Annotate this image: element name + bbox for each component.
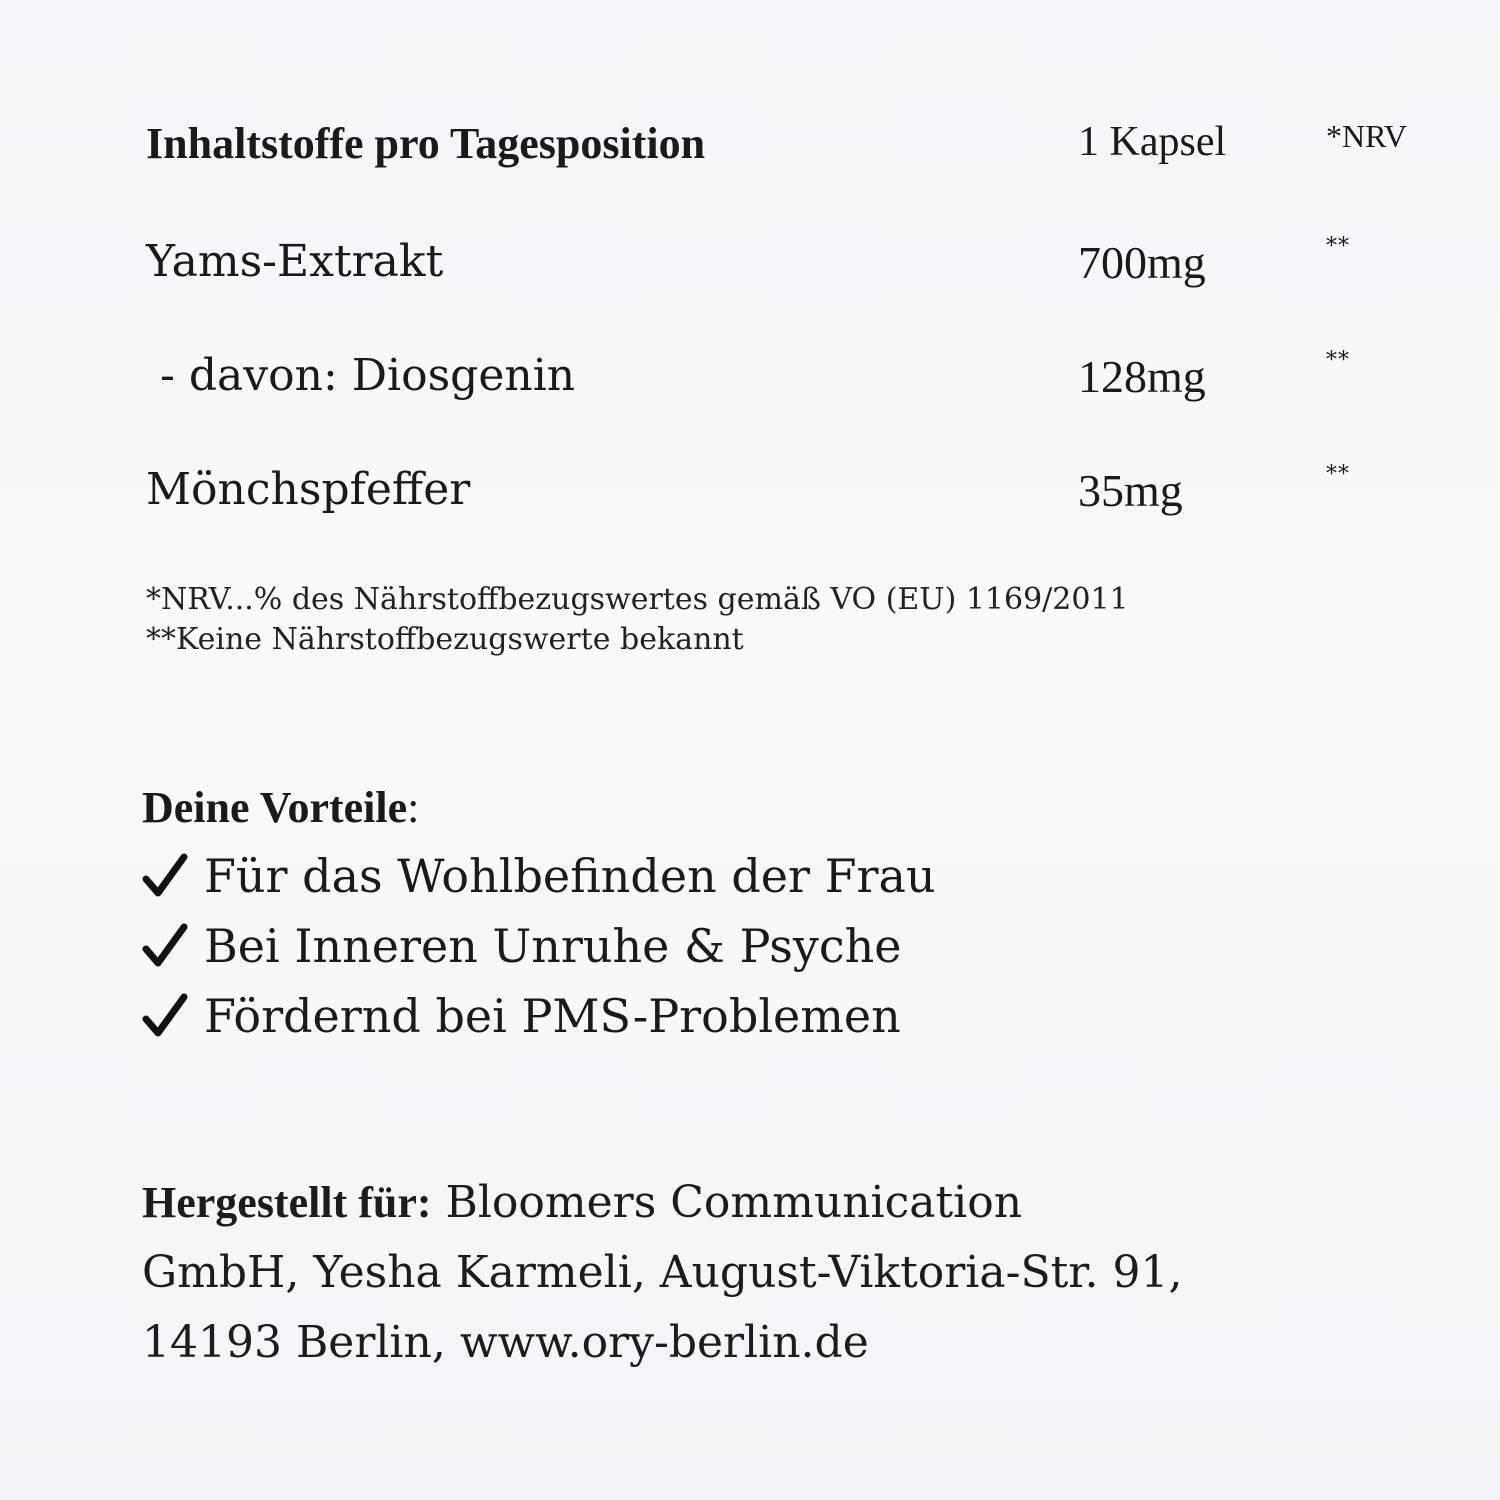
ingredient-name: Mönchspfeffer — [146, 464, 471, 515]
benefits-section — [142, 782, 936, 1051]
benefit-text: Bei Inneren Unruhe & Psyche — [204, 919, 902, 973]
ingredient-name: - davon: Diosgenin — [160, 350, 576, 401]
manufacturer-line-1 — [142, 1168, 1182, 1238]
ingredient-nrv: ** — [1326, 348, 1350, 373]
manufacturer-line-3: 14193 Berlin, www.ory-berlin.de — [142, 1317, 869, 1368]
footnote-nrv: *NRV...% des Nährstoffbezugswertes gemäß VO (EU) 1169/2011 — [146, 582, 1129, 617]
benefit-item — [142, 911, 936, 981]
check-icon — [142, 991, 188, 1041]
footnotes — [146, 580, 1129, 660]
ingredient-row — [146, 464, 1446, 534]
manufacturer-line-2: GmbH, Yesha Karmeli, August-Viktoria-Str. 91, — [142, 1247, 1183, 1298]
check-icon — [142, 921, 188, 971]
benefit-item — [142, 841, 936, 911]
manufacturer-company: Bloomers Communication — [431, 1177, 1023, 1228]
ingredient-amount: 128mg — [1078, 351, 1206, 402]
ingredient-amount: 700mg — [1078, 237, 1206, 288]
ingredient-nrv: ** — [1326, 234, 1350, 259]
ingredients-header-nrv: *NRV — [1326, 118, 1407, 154]
ingredient-amount: 35mg — [1078, 465, 1183, 516]
ingredient-name: Yams-Extrakt — [146, 236, 444, 287]
benefit-item — [142, 981, 936, 1051]
manufacturer-info — [142, 1168, 1182, 1378]
ingredients-header-row — [146, 118, 1446, 188]
ingredients-header-amount: 1 Kapsel — [1078, 119, 1227, 165]
benefit-text: Fördernd bei PMS-Problemen — [204, 989, 901, 1043]
ingredient-row — [146, 236, 1446, 306]
benefits-title — [142, 782, 936, 833]
benefits-title-colon: : — [407, 783, 420, 832]
footnote-no-reference: **Keine Nährstoffbezugswerte bekannt — [146, 622, 744, 657]
check-icon — [142, 851, 188, 901]
benefit-text: Für das Wohlbefinden der Frau — [204, 849, 936, 903]
benefits-title-text: Deine Vorteile — [142, 783, 408, 832]
ingredient-row — [146, 350, 1446, 420]
manufacturer-label: Hergestellt für: — [142, 1178, 432, 1227]
ingredients-header-title: Inhaltstoffe pro Tagesposition — [146, 119, 706, 168]
ingredient-nrv: ** — [1326, 462, 1350, 487]
